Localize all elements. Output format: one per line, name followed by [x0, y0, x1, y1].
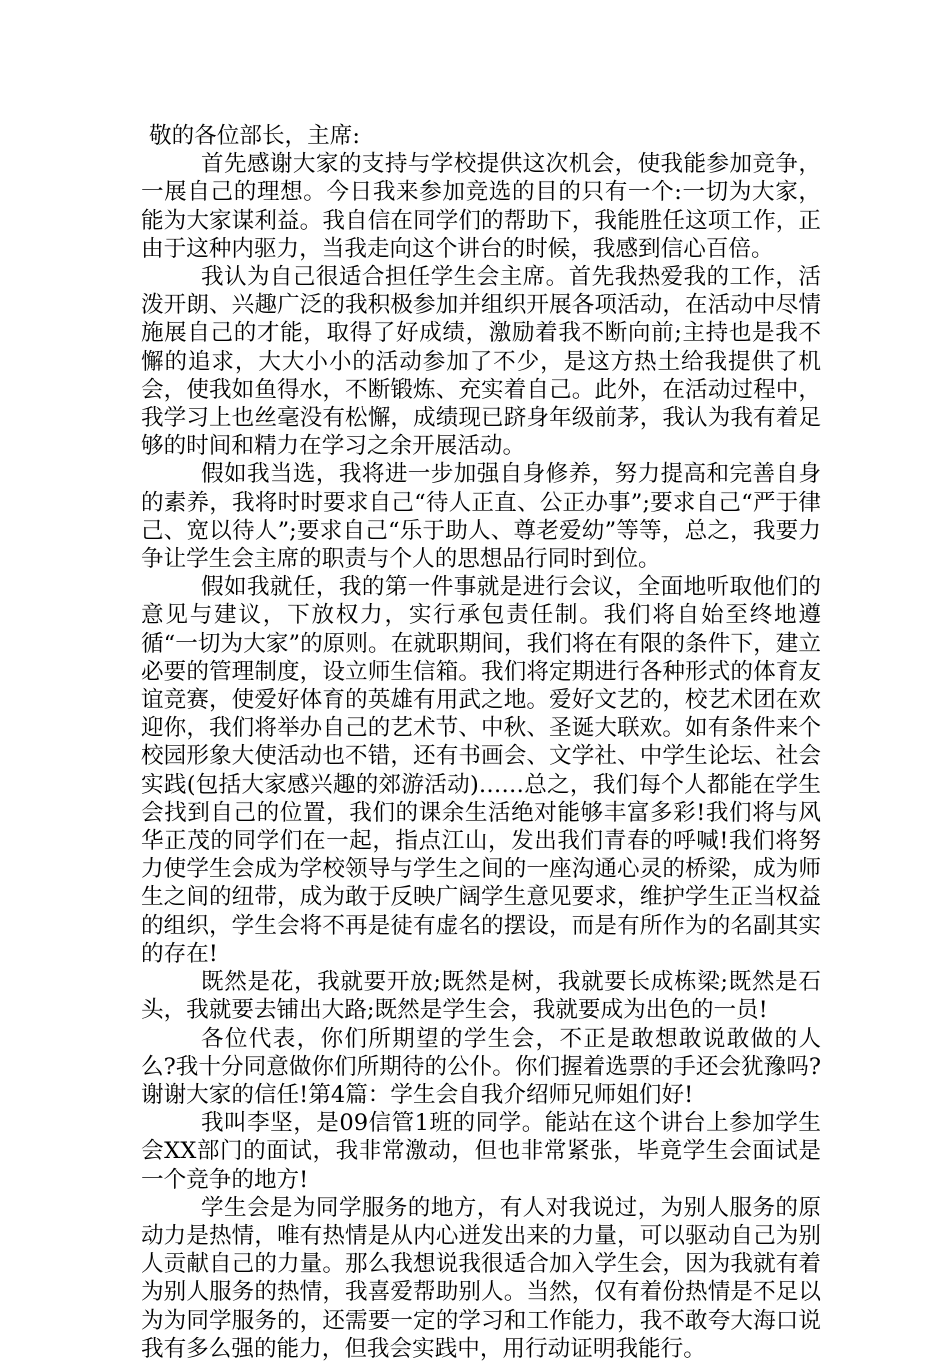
paragraph-2: 我认为自己很适合担任学生会主席。首先我热爱我的工作，活泼开朗、兴趣广泛的我积极参加并组织开展各项活动，在活动中尽情施展自己的才能，取得了好成绩，激励着我不断向前;主持也是我不懈的追求，大大小小的活动参加了不少，是这方热土给我提供了机会，使我如鱼得水，不断锻炼、充实着自己。此外，在活动过程中，我学习上也丝毫没有松懈，成绩现已跻身年级前茅，我认为我有着足够的时间和精力在学习之余开展活动。 — [141, 264, 821, 460]
document-body — [141, 122, 821, 1363]
paragraph-7: 我叫李坚，是09信管1班的同学。能站在这个讲台上参加学生会XX部门的面试，我非常激动，但也非常紧张，毕竟学生会面试是一个竞争的地方! — [141, 1110, 821, 1193]
salutation: 敬的各位部长，主席: — [149, 123, 360, 149]
paragraph-4: 假如我就任，我的第一件事就是进行会议，全面地听取他们的意见与建议，下放权力，实行承包责任制。我们将自始至终地遵循“一切为大家”的原则。在就职期间，我们将在有限的条件下，建立必要的管理制度，设立师生信箱。我们将定期进行各种形式的体育友谊竞赛，使爱好体育的英雄有用武之地。爱好文艺的，校艺术团在欢迎你，我们将举办自己的艺术节、中秋、圣诞大联欢。如有条件来个校园形象大使活动也不错，还有书画会、文学社、中学生论坛、社会实践(包括大家感兴趣的郊游活动)……总之，我们每个人都能在学生会找到自己的位置，我们的课余生活绝对能够丰富多彩!我们将与风华正茂的同学们在一起，指点江山，发出我们青春的呼喊!我们将努力使学生会成为学校领导与学生之间的一座沟通心灵的桥梁，成为师生之间的纽带，成为敢于反映广阔学生意见要求，维护学生正当权益的组织，学生会将不再是徒有虚名的摆设，而是有所作为的名副其实的存在! — [141, 574, 821, 967]
paragraph-3: 假如我当选，我将进一步加强自身修养，努力提高和完善自身的素养，我将时时要求自己“待人正直、公正办事”;要求自己“严于律己、宽以待人”;要求自己“乐于助人、尊老爱幼”等等，总之，我要力争让学生会主席的职责与个人的思想品行同时到位。 — [141, 461, 821, 573]
paragraph-1: 首先感谢大家的支持与学校提供这次机会，使我能参加竞争，一展自己的理想。今日我来参加竞选的目的只有一个:一切为大家，能为大家谋利益。我自信在同学们的帮助下，我能胜任这项工作，正由于这种内驱力，当我走向这个讲台的时候，我感到信心百倍。 — [141, 151, 821, 262]
paragraph-5: 既然是花，我就要开放;既然是树，我就要长成栋梁;既然是石头，我就要去铺出大路;既然是学生会，我就要成为出色的一员! — [141, 969, 821, 1024]
paragraph-6: 各位代表，你们所期望的学生会，不正是敢想敢说敢做的人么?我十分同意做你们所期待的公仆。你们握着选票的手还会犹豫吗?谢谢大家的信任!第4篇：学生会自我介绍师兄师姐们好! — [141, 1025, 821, 1108]
paragraph-8: 学生会是为同学服务的地方，有人对我说过，为别人服务的原动力是热情，唯有热情是从内心迸发出来的力量，可以驱动自己为别人贡献自己的力量。那么我想说我很适合加入学生会，因为我就有着为别人服务的热情，我喜爱帮助别人。当然，仅有着份热情是不足以为为同学服务的，还需要一定的学习和工作能力，我不敢夸大海口说我有多么强的能力，但我会实践中，用行动证明我能行。 — [141, 1194, 821, 1362]
